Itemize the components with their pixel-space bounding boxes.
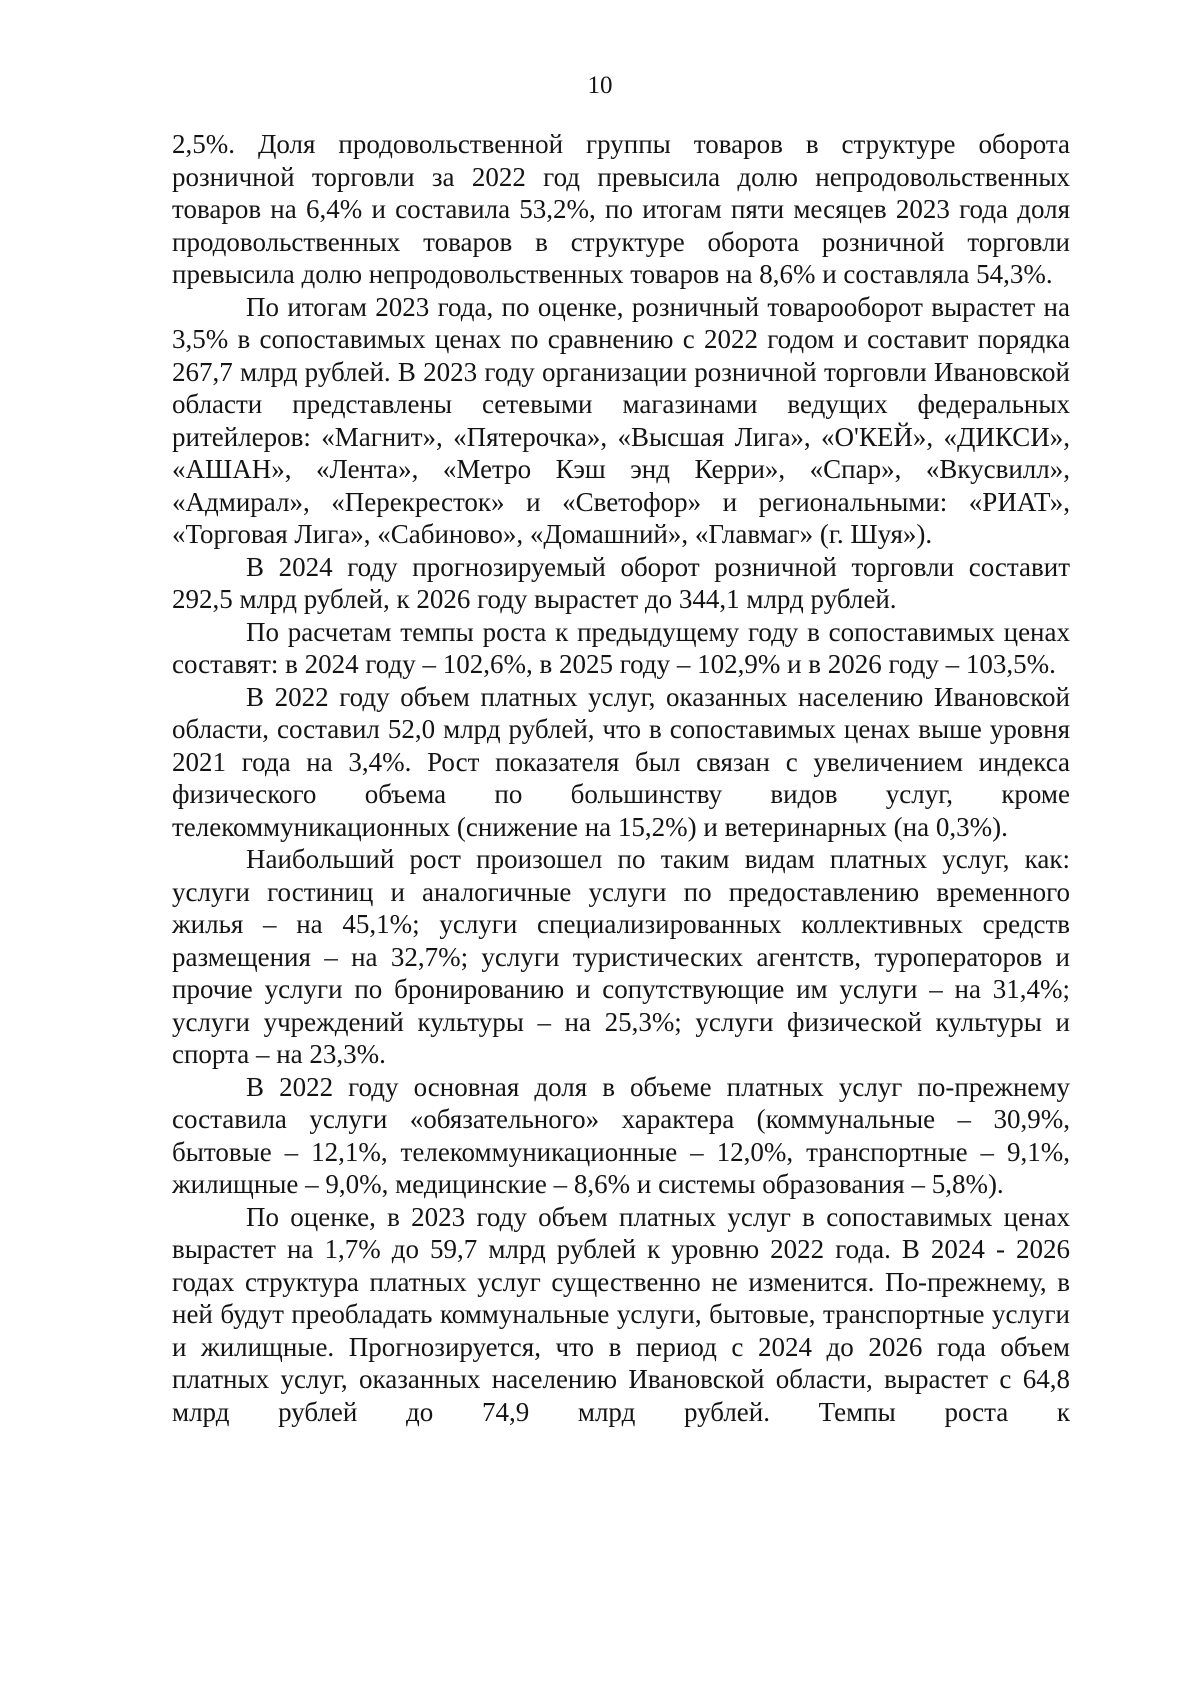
paragraph-retail-structure: 2,5%. Доля продовольственной группы товаров в структуре оборота розничной торговли за 2022 год превысила долю непродовольственных товаров на 6,4% и составила 53,2%, по итогам пяти месяцев 2023 года доля продовольственных товаров в структуре оборота розничной торговли превысила долю непродовольственных товаров на 8,6% и составляла 54,3%.: [172, 129, 1070, 289]
page-number: 10: [587, 72, 613, 99]
body-text: [172, 128, 1070, 1428]
paragraph-retail-2024-forecast: В 2024 году прогнозируемый оборот розничной торговли составит 292,5 млрд рублей, к 2026 году вырастет до 344,1 млрд рублей.: [172, 551, 1070, 614]
paragraph-paid-services-structure: В 2022 году основная доля в объеме платных услуг по-прежнему составила услуги «обязательного» характера (коммунальные – 30,9%, бытовые – 12,1%, телекоммуникационные – 12,0%, транспортные – 9,1%, жилищные – 9,0%, медицинские – 8,6% и системы образования – 5,8%).: [172, 1071, 1070, 1199]
paragraph-paid-services-growth: Наибольший рост произошел по таким видам платных услуг, как: услуги гостиниц и аналогичные услуги по предоставлению временного жилья – на 45,1%; услуги специализированных коллективных средств размещения – на 32,7%; услуги туристических агентств, туроператоров и прочие услуги по бронированию и сопутствующие им услуги – на 31,4%; услуги учреждений культуры – на 25,3%; услуги физической культуры и спорта – на 23,3%.: [172, 844, 1070, 1069]
paragraph-paid-services-2022: В 2022 году объем платных услуг, оказанных населению Ивановской области, составил 52,0 млрд рублей, что в сопоставимых ценах выше уровня 2021 года на 3,4%. Рост показателя был связан с увеличением индекса физического объема по большинству видов услуг, кроме телекоммуникационных (снижение на 15,2%) и ветеринарных (на 0,3%).: [172, 681, 1070, 842]
paragraph-retail-growth-rates: По расчетам темпы роста к предыдущему году в сопоставимых ценах составят: в 2024 году – 102,6%, в 2025 году – 102,9% и в 2026 году – 103,5%.: [172, 616, 1070, 679]
paragraph-paid-services-forecast: По оценке, в 2023 году объем платных услуг в сопоставимых ценах вырастет на 1,7% до 59,7 млрд рублей к уровню 2022 года. В 2024 - 2026 годах структура платных услуг существенно не изменится. По-прежнему, в ней будут преобладать коммунальные услуги, бытовые, транспортные услуги и жилищные. Прогнозируется, что в период с 2024 до 2026 года объем платных услуг, оказанных населению Ивановской области, вырастет с 64,8 млрд рублей до 74,9 млрд рублей. Темпы роста к: [172, 1201, 1070, 1427]
paragraph-retail-2023-estimate: По итогам 2023 года, по оценке, розничный товарооборот вырастет на 3,5% в сопоставимых ценах по сравнению с 2022 годом и составит порядка 267,7 млрд рублей. В 2023 году организации розничной торговли Ивановской области представлены сетевыми магазинами ведущих федеральных ритейлеров: «Магнит», «Пятерочка», «Высшая Лига», «О'КЕЙ», «ДИКСИ», «АШАН», «Лента», «Метро Кэш энд Керри», «Спар», «Вкусвилл», «Адмирал», «Перекресток» и «Светофор» и региональными: «РИАТ», «Торговая Лига», «Сабиново», «Домашний», «Главмаг» (г. Шуя»).: [172, 291, 1070, 549]
